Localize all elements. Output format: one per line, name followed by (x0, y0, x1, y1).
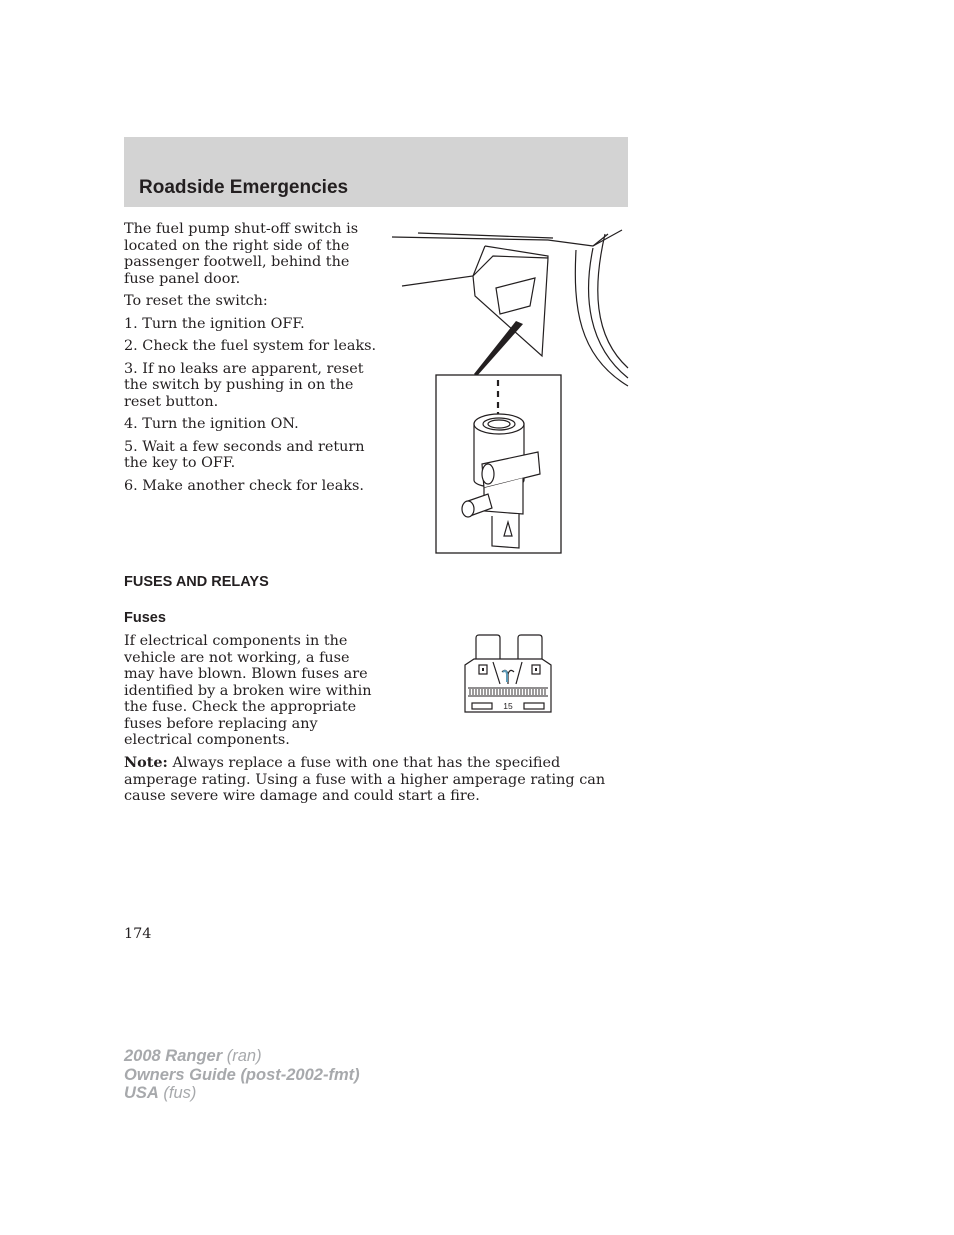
subsection-heading: Fuses (124, 610, 166, 626)
fuses-paragraph: If electrical components in the vehicle are not working, a fuse may have blown. Blown fuses are identified by a broken wire within the fuse. Check the appropriate fuses before replacing any electrical components. (124, 633, 372, 748)
intro-text (124, 221, 384, 494)
page-number: 174 (124, 926, 152, 942)
step-item: 2. Check the fuel system for leaks. (124, 338, 377, 354)
step-item: 1. Turn the ignition OFF. (124, 315, 305, 332)
fuse-illustration (462, 634, 554, 716)
note-text: Always replace a fuse with one that has the specified amperage rating. Using a fuse with a higher amperage rating can cause severe wire damage and could start a fire. (124, 755, 606, 804)
footer-model-code: (ran) (222, 1047, 262, 1065)
step-item: 6. Make another check for leaks. (124, 477, 364, 494)
note-label: Note: (124, 754, 168, 771)
fuse-rating-label: 15 (503, 701, 513, 711)
note-paragraph (124, 755, 628, 805)
section-header-band (124, 137, 628, 207)
page-title: Roadside Emergencies (139, 177, 349, 198)
footer-market: USA (124, 1084, 159, 1102)
step-item: 4. Turn the ignition ON. (124, 416, 299, 432)
step-item: 3. If no leaks are apparent, reset the switch by pushing in on the reset button. (124, 360, 364, 410)
fuel-pump-switch-illustration (388, 226, 630, 556)
step-item: 5. Wait a few seconds and return the key to OFF. (124, 438, 365, 471)
section-heading: FUSES AND RELAYS (124, 574, 269, 590)
intro-paragraph: To reset the switch: (124, 293, 268, 309)
footer-model: 2008 Ranger (124, 1047, 223, 1065)
footer-market-code: (fus) (158, 1084, 197, 1102)
footer-guide: Owners Guide (post-2002-fmt) (124, 1065, 360, 1084)
intro-paragraph: The fuel pump shut-off switch is located on the right side of the passenger footwell, behind the fuse panel door. (124, 221, 359, 287)
document-footer (124, 1047, 360, 1103)
